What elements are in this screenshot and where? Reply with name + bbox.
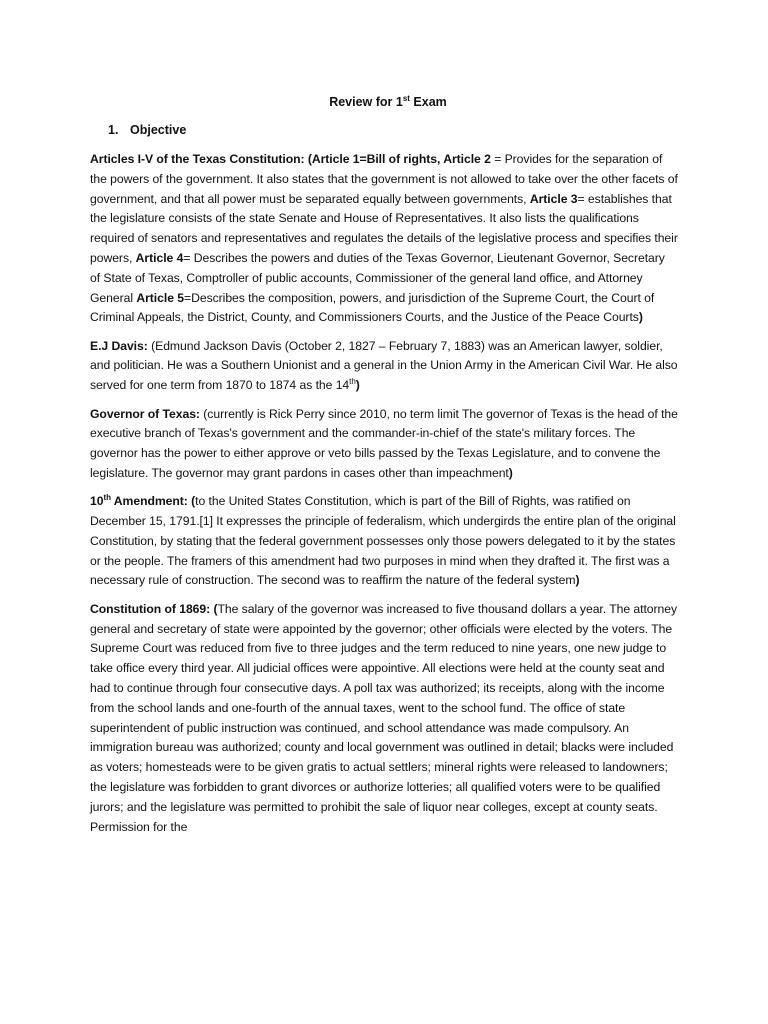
term-ej-davis: E.J Davis: [90,338,148,353]
article-4-label: Article 4 [135,250,184,265]
article-4-text: = Describes the powers and duties of the Texas Governor, Lieutenant Governor, Secretary of State of Texas, Comptroller of public accounts, Commissioner of the general land office, and Attorney General [90,250,665,305]
governor-close: ) [508,465,513,480]
article-3-label: Article 3 [529,191,578,206]
title-tail: Exam [409,95,447,109]
term-articles: Articles I-V of the Texas Constitution: ( [90,152,312,166]
paragraph-10th-amendment [90,492,678,591]
term-governor: Governor of Texas: [90,406,200,421]
amendment-text: to the United States Constitution, which is part of the Bill of Rights, was ratified on December 15, 1791.[1] It expresses the principle of federalism, which undergirds the entire plan of the original Constitution, by stating that the federal government possesses only those powers delegated to it by the states or the people. The framers of this amendment had two purposes in mind when they drafted it. The first was a necessary rule of construction. The second was to reaffirm the nature of the federal system [90,494,676,588]
article-2-label: Article 2 [443,152,491,166]
paragraph-articles [90,150,678,328]
term-constitution-1869: Constitution of 1869: ( [90,601,218,616]
document-title [90,92,678,112]
governor-text: (currently is Rick Perry since 2010, no term limit The governor of Texas is the head of the executive branch of Texas's government and the commander-in-chief of the state's military forces. The governor has the power to either approve or veto bills passed by the Texas Legislature, and to convene the legislature. The governor may grant pardons in cases other than impeachment [90,406,678,480]
article-1-label: Article 1 [311,152,360,166]
ej-davis-text: (Edmund Jackson Davis (October 2, 1827 – February 7, 1883) was an American lawyer, soldier, and politician. He was a Southern Unionist and a general in the Union Army in the American Civil War. He also served for one term from 1870 to 1874 as the 14 [90,338,678,393]
document-page [90,92,678,846]
article-1-text: =Bill of rights, [359,152,444,166]
ej-davis-close: ) [355,378,360,393]
article-5-label: Article 5 [136,290,185,305]
term-10th-amendment: Amendment: ( [110,494,196,509]
section-label: Objective [130,123,187,137]
title-text: Review for 1 [329,95,403,109]
section-number: 1. [108,123,119,137]
articles-close: ) [638,310,643,325]
constitution-1869-text: The salary of the governor was increased to five thousand dollars a year. The attorney general and secretary of state were appointed by the governor; other officials were elected by the voters. The Supreme Court was reduced from five to three judges and the term reduced to nine years, one new judge to take office every third year. All judicial offices were appointive. All elections were held at the county seat and had to continue through four consecutive days. A poll tax was authorized; its receipts, along with the income from the school lands and one-fourth of the annual taxes, went to the school fund. The office of state superintendent of public instruction was continued, and school attendance was made compulsory. An immigration bureau was authorized; county and local government was outlined in detail; blacks were included as voters; homesteads were to be given gratis to actual settlers; mineral rights were released to landowners; the legislature was forbidden to grant divorces or authorize lotteries; all qualified voters were to be qualified jurors; and the legislature was permitted to prohibit the sale of liquor near colleges, except at county seats. Permission for the [90,601,678,834]
term-10th-superscript: th [103,493,111,503]
ej-davis-superscript: th [349,377,356,387]
article-3-text: = establishes that the legislature consists of the state Senate and House of Representatives. It also lists the qualifications required of senators and representatives and regulates the details of the legislative process and specifies their powers, [90,191,678,265]
term-10th-number: 10 [90,494,104,509]
paragraph-constitution-1869 [90,600,678,838]
article-5-text: =Describes the composition, powers, and jurisdiction of the Supreme Court, the Court of Criminal Appeals, the District, County, and Commissioners Courts, and the Justice of the Peace Courts [90,290,655,325]
section-heading [90,120,678,140]
amendment-close: ) [575,573,580,588]
paragraph-ej-davis [90,337,678,396]
paragraph-governor [90,405,678,484]
article-2-text: = Provides for the separation of the powers of the government. It also states that the government is not allowed to take over the other facets of government, and that all power must be separated equally between governments, [90,152,678,206]
title-superscript: st [402,93,410,103]
